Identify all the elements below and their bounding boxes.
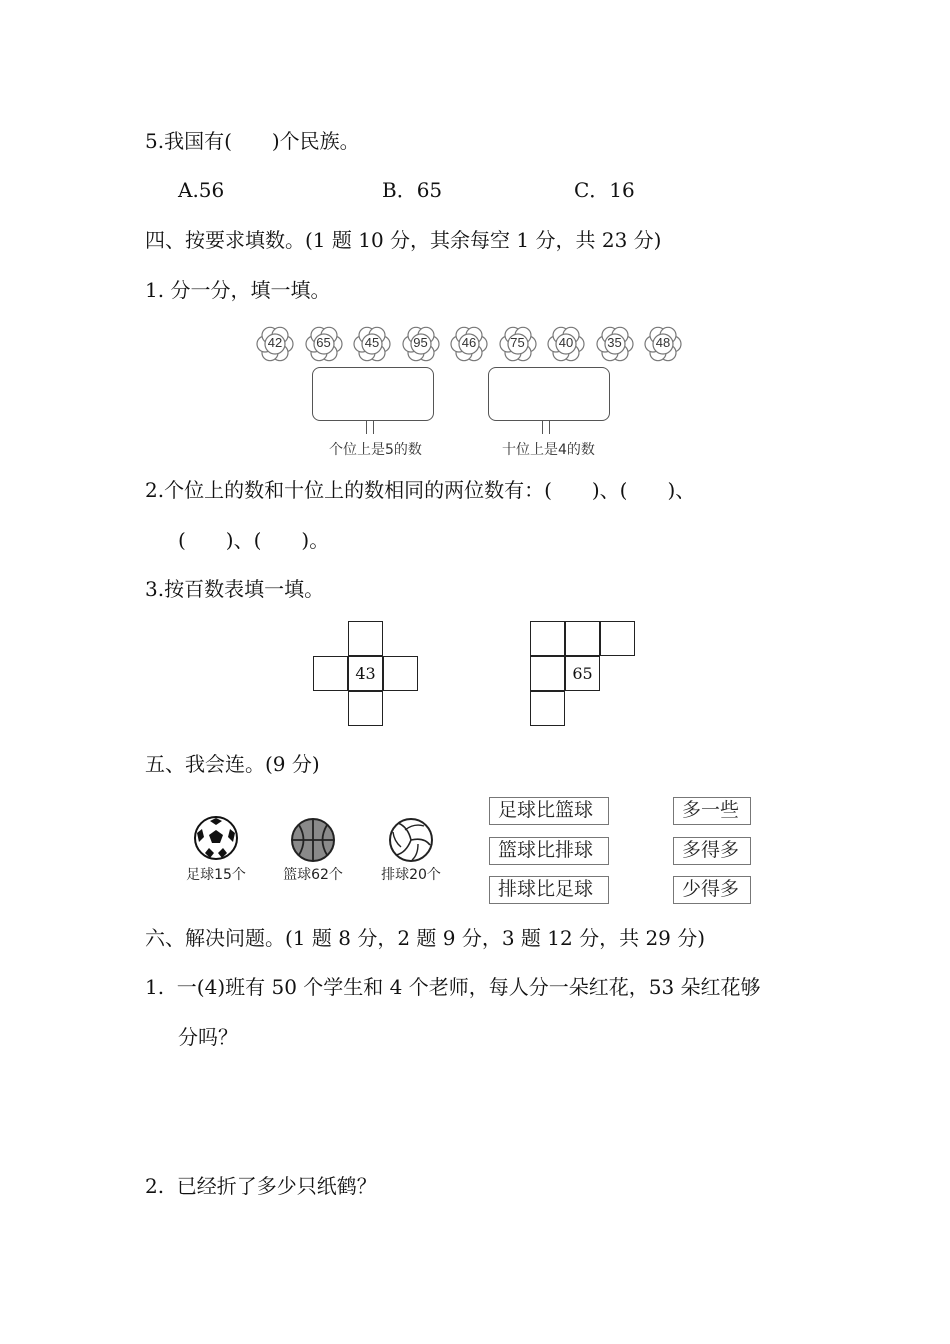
flower-value: 95 <box>413 335 428 350</box>
flower-number[interactable] <box>402 325 440 363</box>
flower-value: 45 <box>364 335 380 350</box>
q5-option-c[interactable]: C．16 <box>574 178 635 202</box>
compare-box-2[interactable]: 篮球比排球 <box>489 837 609 865</box>
grid-cell[interactable] <box>383 656 418 691</box>
flower-number[interactable] <box>499 325 537 363</box>
grid-cell-center: 43 <box>348 656 383 691</box>
compare-box-1[interactable]: 足球比篮球 <box>489 797 609 825</box>
grid-cell[interactable] <box>530 691 565 726</box>
flower-number[interactable] <box>450 325 488 363</box>
bin-stem <box>366 420 374 434</box>
amount-box-3[interactable]: 少得多 <box>673 876 751 904</box>
bin2-label: 十位上是4的数 <box>502 442 595 458</box>
amount-box-2[interactable]: 多得多 <box>673 837 751 865</box>
section6-q1-line2: 分吗？ <box>178 1025 238 1049</box>
grid-cell[interactable] <box>565 621 600 656</box>
bin-stem <box>542 420 550 434</box>
basketball-icon <box>290 817 336 863</box>
section6-title: 六、解决问题。(1 题 8 分，2 题 9 分，3 题 12 分，共 29 分) <box>145 926 706 950</box>
q5-question: 5.我国有( )个民族。 <box>145 129 360 153</box>
grid-cell[interactable] <box>530 656 565 691</box>
soccer-ball-icon <box>193 815 239 861</box>
amount-box-1[interactable]: 多一些 <box>673 797 751 825</box>
flower-value: 35 <box>607 335 622 350</box>
volleyball-icon <box>388 817 434 863</box>
flower-number[interactable] <box>547 325 585 363</box>
flower-value: 40 <box>558 335 574 350</box>
grid-cell[interactable] <box>530 621 565 656</box>
grid-cell[interactable] <box>313 656 348 691</box>
bin-tens-4[interactable] <box>488 367 610 421</box>
basketball-label: 篮球62个 <box>283 867 343 883</box>
flower-number[interactable] <box>353 325 391 363</box>
q5-option-b[interactable]: B．65 <box>382 178 443 202</box>
flower-value: 48 <box>655 335 671 350</box>
bin1-label: 个位上是5的数 <box>329 442 422 458</box>
flower-value: 46 <box>461 335 477 350</box>
flower-number[interactable] <box>596 325 634 363</box>
flower-number[interactable] <box>256 325 294 363</box>
compare-box-3[interactable]: 排球比足球 <box>489 876 609 904</box>
grid-cell[interactable] <box>348 621 383 656</box>
section6-q2: 2. 已经折了多少只纸鹤？ <box>145 1174 377 1198</box>
section5-title: 五、我会连。(9 分) <box>145 752 320 776</box>
section4-q3: 3.按百数表填一填。 <box>145 577 325 601</box>
grid-cell[interactable] <box>348 691 383 726</box>
section4-title: 四、按要求填数。(1 题 10 分，其余每空 1 分，共 23 分) <box>145 228 662 252</box>
flower-number[interactable] <box>644 325 682 363</box>
flower-number[interactable] <box>305 325 343 363</box>
section6-q1-line1: 1. 一(4)班有 50 个学生和 4 个老师，每人分一朵红花，53 朵红花够 <box>145 975 761 999</box>
flower-value: 65 <box>316 335 331 350</box>
flower-value: 75 <box>510 335 525 350</box>
grid-cell[interactable] <box>600 621 635 656</box>
bin-ones-5[interactable] <box>312 367 434 421</box>
soccer-label: 足球15个 <box>186 867 246 883</box>
section4-q2-line1: 2.个位上的数和十位上的数相同的两位数有：( )、( )、 <box>145 478 696 502</box>
flower-value: 42 <box>267 335 283 350</box>
volleyball-label: 排球20个 <box>381 867 441 883</box>
section4-q2-line2: ( )、( )。 <box>178 528 330 552</box>
section4-q1: 1. 分一分，填一填。 <box>145 278 331 302</box>
q5-option-a[interactable]: A.56 <box>178 178 225 202</box>
grid-cell-value: 65 <box>565 656 600 691</box>
